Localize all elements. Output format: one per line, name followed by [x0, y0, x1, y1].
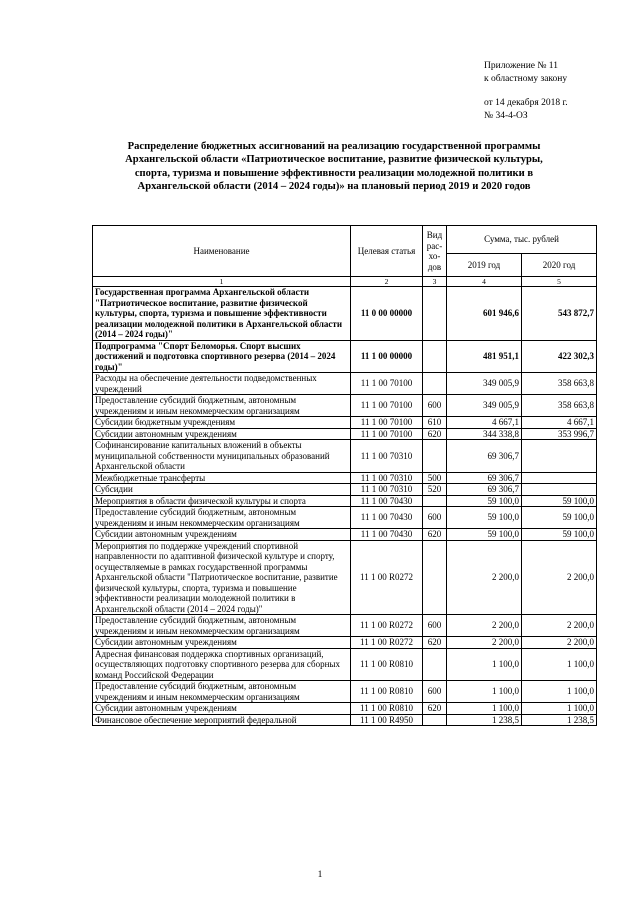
row-sum-2020: 1 100,0 [522, 648, 597, 681]
table-row [93, 703, 597, 715]
row-target-article: 11 1 00 70100 [351, 373, 423, 395]
header-sum: Сумма, тыс. рублей [447, 226, 597, 254]
row-target-article: 11 1 00 R0272 [351, 637, 423, 649]
row-expense-type: 620 [423, 428, 447, 440]
row-sum-2020: 2 200,0 [522, 615, 597, 637]
row-sum-2020 [522, 472, 597, 484]
appendix-block [484, 60, 568, 122]
table-row [93, 428, 597, 440]
row-name: Мероприятия по поддержке учреждений спортивной направленности по адаптивной физической культуре и спорту, осуществляемые в рамках государственной программы Архангельской области "Патриотическое воспитание, развитие физической культуры, спорта, туризма и повышение эффективности реализации молодежной политики в Архангельской области (2014 – 2024 годы)" [93, 540, 351, 615]
row-name: Межбюджетные трансферты [93, 472, 351, 484]
row-sum-2020 [522, 484, 597, 496]
row-target-article: 11 1 00 R4950 [351, 714, 423, 726]
row-sum-2020: 543 872,7 [522, 287, 597, 341]
row-sum-2020: 1 238,5 [522, 714, 597, 726]
table-row [93, 615, 597, 637]
table-row [93, 373, 597, 395]
row-sum-2019: 4 667,1 [447, 417, 522, 429]
row-target-article: 11 1 00 00000 [351, 340, 423, 373]
row-target-article: 11 1 00 R0810 [351, 648, 423, 681]
table-row [93, 648, 597, 681]
header-year-2020: 2020 год [522, 254, 597, 277]
document-title: Распределение бюджетных ассигнований на реализацию государственной программы Архангельской области «Патриотическое воспитание, развитие физической культуры, спорта, туризма и повышение эффективности реализации молодежной политики в Архангельской области (2014 – 2024 годы)» на плановый период 2019 и 2020 годов [125, 141, 543, 193]
row-sum-2019: 344 338,8 [447, 428, 522, 440]
row-name: Подпрограмма "Спорт Беломорья. Спорт высших достижений и подготовка спортивного резерва (2014 – 2024 годы)" [93, 340, 351, 373]
header-target-article: Целевая статья [351, 226, 423, 277]
table-row [93, 340, 597, 373]
header-year-2019: 2019 год [447, 254, 522, 277]
row-expense-type [423, 340, 447, 373]
row-sum-2020: 358 663,8 [522, 395, 597, 417]
table-row [93, 507, 597, 529]
row-sum-2020: 2 200,0 [522, 540, 597, 615]
header-expense-type: Вид рас-хо-дов [423, 226, 447, 277]
row-target-article: 11 1 00 R0272 [351, 540, 423, 615]
row-sum-2019: 2 200,0 [447, 637, 522, 649]
row-target-article: 11 1 00 70100 [351, 417, 423, 429]
row-sum-2020: 422 302,3 [522, 340, 597, 373]
row-expense-type: 620 [423, 637, 447, 649]
table-row [93, 681, 597, 703]
row-sum-2019: 2 200,0 [447, 615, 522, 637]
budget-table [92, 225, 597, 726]
row-target-article: 11 1 00 R0272 [351, 615, 423, 637]
row-name: Предоставление субсидий бюджетным, автономным учреждениям и иным некоммерческим организациям [93, 507, 351, 529]
appendix-line-4: № 34-4-ОЗ [484, 110, 528, 121]
row-name: Субсидии [93, 484, 351, 496]
column-index: 3 [423, 277, 447, 287]
row-expense-type [423, 648, 447, 681]
row-name: Субсидии автономным учреждениям [93, 637, 351, 649]
row-expense-type: 600 [423, 615, 447, 637]
row-sum-2020 [522, 440, 597, 473]
appendix-line-3: от 14 декабря 2018 г. [484, 98, 568, 108]
row-expense-type [423, 373, 447, 395]
row-target-article: 11 1 00 R0810 [351, 703, 423, 715]
row-sum-2019: 349 005,9 [447, 373, 522, 395]
row-sum-2019: 59 100,0 [447, 529, 522, 541]
row-target-article: 11 1 00 70100 [351, 395, 423, 417]
row-name: Субсидии автономным учреждениям [93, 703, 351, 715]
row-sum-2019: 1 100,0 [447, 681, 522, 703]
row-expense-type [423, 714, 447, 726]
row-sum-2020: 353 996,7 [522, 428, 597, 440]
row-sum-2020: 4 667,1 [522, 417, 597, 429]
row-sum-2019: 349 005,9 [447, 395, 522, 417]
row-name: Субсидии бюджетным учреждениям [93, 417, 351, 429]
row-expense-type: 600 [423, 507, 447, 529]
row-expense-type [423, 287, 447, 341]
row-target-article: 11 1 00 70310 [351, 484, 423, 496]
row-name: Финансовое обеспечение мероприятий федеральной [93, 714, 351, 726]
row-target-article: 11 1 00 70310 [351, 472, 423, 484]
row-name: Предоставление субсидий бюджетным, автономным учреждениям и иным некоммерческим организациям [93, 615, 351, 637]
row-name: Предоставление субсидий бюджетным, автономным учреждениям и иным некоммерческим организациям [93, 395, 351, 417]
column-index: 1 [93, 277, 351, 287]
row-sum-2019: 1 100,0 [447, 703, 522, 715]
row-sum-2019: 59 100,0 [447, 495, 522, 507]
header-name: Наименование [93, 226, 351, 277]
page-number: 1 [317, 870, 323, 880]
row-expense-type [423, 495, 447, 507]
table-row [93, 637, 597, 649]
column-index: 2 [351, 277, 423, 287]
table-row [93, 287, 597, 341]
row-sum-2019: 601 946,6 [447, 287, 522, 341]
row-target-article: 11 0 00 00000 [351, 287, 423, 341]
row-expense-type: 620 [423, 703, 447, 715]
table-row [93, 540, 597, 615]
table-row [93, 484, 597, 496]
table-row [93, 417, 597, 429]
row-sum-2020: 59 100,0 [522, 529, 597, 541]
row-target-article: 11 1 00 70430 [351, 495, 423, 507]
table-row [93, 395, 597, 417]
appendix-line-2: к областному закону [484, 73, 568, 84]
row-sum-2020: 2 200,0 [522, 637, 597, 649]
row-target-article: 11 1 00 70310 [351, 440, 423, 473]
row-name: Субсидии автономным учреждениям [93, 529, 351, 541]
row-sum-2019: 1 100,0 [447, 648, 522, 681]
row-sum-2019: 69 306,7 [447, 472, 522, 484]
table-row [93, 440, 597, 473]
row-sum-2020: 59 100,0 [522, 495, 597, 507]
row-sum-2019: 69 306,7 [447, 440, 522, 473]
row-name: Субсидии автономным учреждениям [93, 428, 351, 440]
row-name: Софинансирование капитальных вложений в объекты муниципальной собственности муниципальных образований Архангельской области [93, 440, 351, 473]
row-name: Мероприятия в области физической культуры и спорта [93, 495, 351, 507]
row-sum-2020: 1 100,0 [522, 681, 597, 703]
row-expense-type: 520 [423, 484, 447, 496]
table-row [93, 714, 597, 726]
row-sum-2020: 59 100,0 [522, 507, 597, 529]
appendix-line-1: Приложение № 11 [484, 61, 558, 71]
table-row [93, 472, 597, 484]
row-expense-type: 610 [423, 417, 447, 429]
row-name: Государственная программа Архангельской области "Патриотическое воспитание, развитие физической культуры, спорта, туризма и повышение эффективности реализации молодежной политики в Архангельской области (2014 – 2024 годы)" [93, 287, 351, 341]
row-sum-2019: 2 200,0 [447, 540, 522, 615]
row-target-article: 11 1 00 70430 [351, 529, 423, 541]
row-expense-type: 600 [423, 395, 447, 417]
row-expense-type [423, 540, 447, 615]
row-expense-type: 600 [423, 681, 447, 703]
row-sum-2020: 1 100,0 [522, 703, 597, 715]
row-expense-type [423, 440, 447, 473]
row-target-article: 11 1 00 R0810 [351, 681, 423, 703]
row-sum-2020: 358 663,8 [522, 373, 597, 395]
row-sum-2019: 481 951,1 [447, 340, 522, 373]
row-expense-type: 620 [423, 529, 447, 541]
row-sum-2019: 59 100,0 [447, 507, 522, 529]
row-name: Предоставление субсидий бюджетным, автономным учреждениям и иным некоммерческим организациям [93, 681, 351, 703]
row-name: Адресная финансовая поддержка спортивных организаций, осуществляющих подготовку спортивного резерва для сборных команд Российской Федерации [93, 648, 351, 681]
row-expense-type: 500 [423, 472, 447, 484]
table-row [93, 529, 597, 541]
row-target-article: 11 1 00 70100 [351, 428, 423, 440]
table-row [93, 495, 597, 507]
row-sum-2019: 69 306,7 [447, 484, 522, 496]
column-index: 5 [522, 277, 597, 287]
row-name: Расходы на обеспечение деятельности подведомственных учреждений [93, 373, 351, 395]
column-index: 4 [447, 277, 522, 287]
row-target-article: 11 1 00 70430 [351, 507, 423, 529]
row-sum-2019: 1 238,5 [447, 714, 522, 726]
